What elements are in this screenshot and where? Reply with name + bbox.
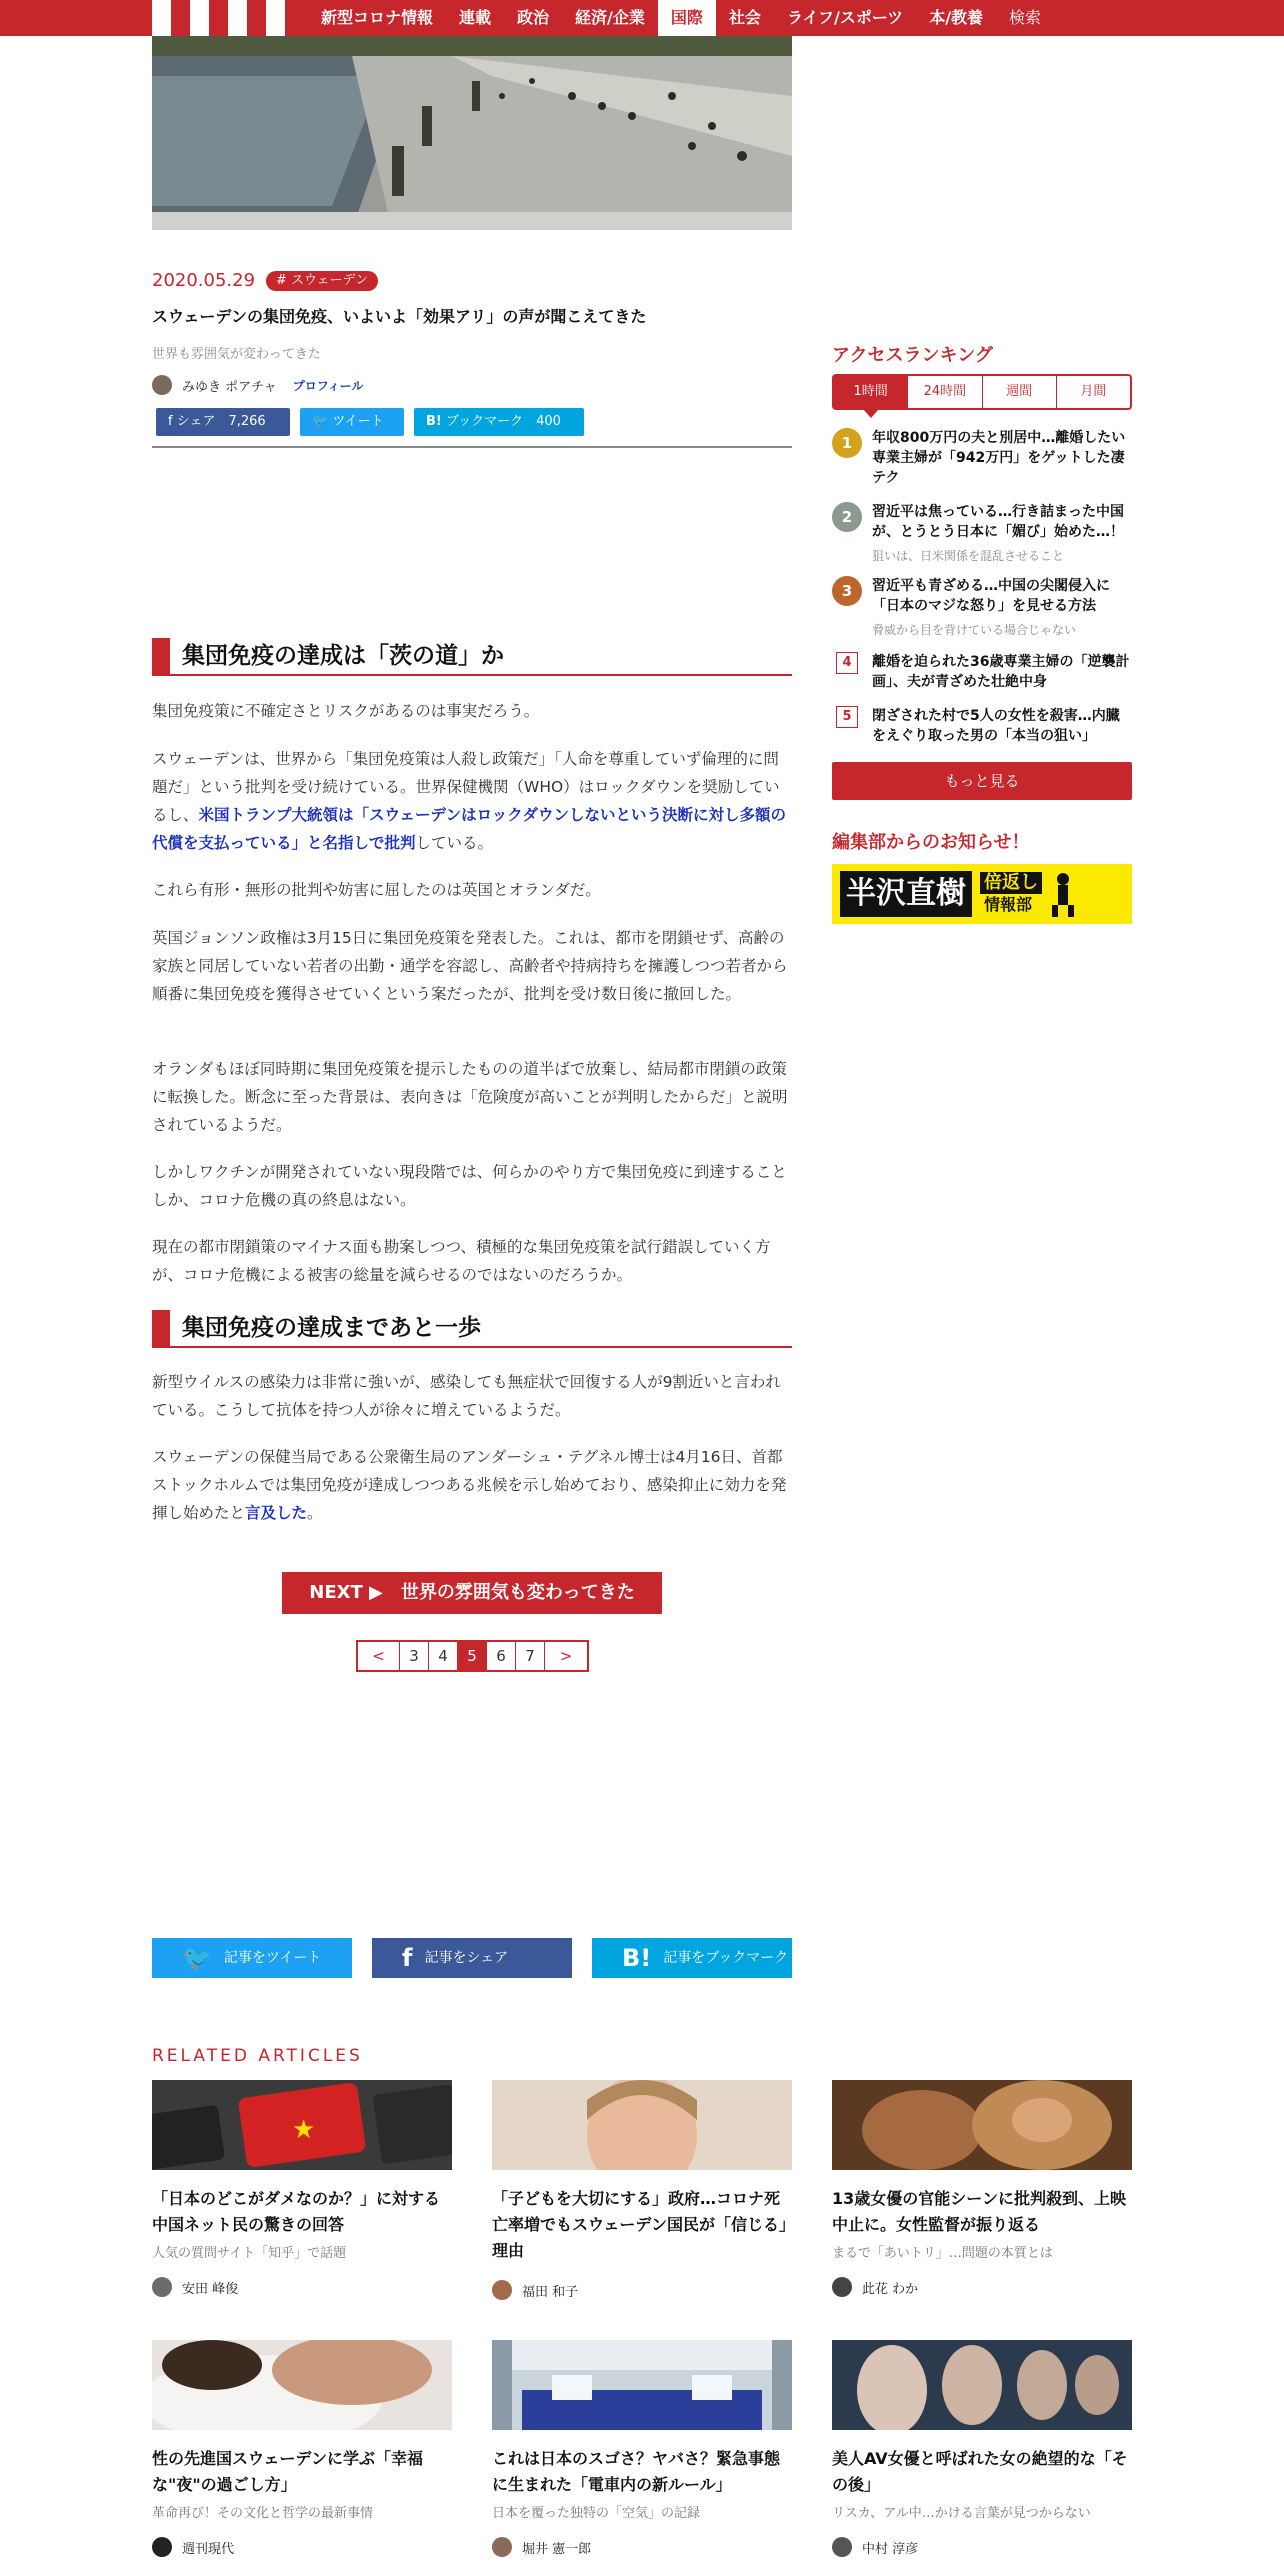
ranking-title-text[interactable]: 習近平も青ざめる…中国の尖閣侵入に「日本のマジな怒り」を見せる方法 bbox=[872, 578, 1110, 614]
ranking-title-text[interactable]: 年収800万円の夫と別居中…離婚したい専業主婦が「942万円」をゲットした凄テク bbox=[872, 430, 1126, 486]
article-tag[interactable]: # スウェーデン bbox=[266, 271, 378, 291]
paragraph-6: しかしワクチンが開発されていない現段階では、何らかのやり方で集団免疫に到達することしか、コロナ危機の真の終息はない。 bbox=[152, 1163, 787, 1209]
ranking-title-text[interactable]: 習近平は焦っている…行き詰まった中国が、とうとう日本に「媚び」始めた…！ bbox=[872, 504, 1124, 540]
tab-24hours[interactable]: 24時間 bbox=[908, 376, 982, 408]
author-avatar bbox=[832, 2537, 852, 2557]
paragraph-2: スウェーデンは、世界から「集団免疫策は人殺し政策だ」「人命を尊重していず倫理的に問題だ」という批判を受け続けている。世界保健機関（WHO）はロックダウンを奨励しているし、米国トランプ大統領は「スウェーデンはロックダウンしないという決断に対し多額の代償を支払っている」と名指しで批判している。 bbox=[152, 750, 786, 852]
related-thumbnail[interactable] bbox=[152, 2340, 452, 2430]
paragraph-9: スウェーデンの保健当局である公衆衛生局のアンダーシュ・テグネル博士は4月16日、首都ストックホルムでは集団免疫が達成しつつある兆候を示し始めており、感染抑止に効力を発揮し始めたと言及した。 bbox=[152, 1448, 787, 1522]
related-thumbnail[interactable] bbox=[832, 2080, 1132, 2170]
related-title[interactable]: これは日本のスゴさ？ヤバさ？緊急事態に生まれた「電車内の新ルール」 bbox=[492, 2449, 781, 2494]
paragraph-7: 現在の都市閉鎖策のマイナス面も勘案しつつ、積極的な集団免疫策を試行錯誤していく方が、コロナ危機による被害の総量を減らせるのではないのだろうか。 bbox=[152, 1238, 771, 1284]
pagination-page-5[interactable]: 5 bbox=[458, 1642, 487, 1670]
related-author: 週刊現代 bbox=[152, 2537, 452, 2557]
rank-badge: 5 bbox=[836, 706, 858, 728]
nav-item-economy[interactable]: 経済/企業 bbox=[575, 8, 645, 27]
twitter-share-button[interactable]: 🐦 ツイート bbox=[300, 408, 404, 436]
pagination-prev[interactable]: < bbox=[358, 1642, 400, 1670]
nav-item-politics[interactable]: 政治 bbox=[517, 8, 550, 27]
related-title[interactable]: 13歳女優の官能シーンに批判殺到、上映中止に。女性監督が振り返る bbox=[832, 2189, 1126, 2234]
tab-monthly[interactable]: 月間 bbox=[1080, 384, 1107, 399]
ranking-tabs bbox=[832, 374, 1132, 410]
pagination-next[interactable]: > bbox=[545, 1642, 587, 1670]
hatena-icon: B! bbox=[622, 1944, 652, 1972]
ranking-subtitle: 脅威から目を背けている場合じゃない bbox=[872, 623, 1077, 637]
twitter-icon: 🐦 bbox=[182, 1944, 212, 1972]
nav-search[interactable]: 検索 bbox=[1009, 8, 1042, 27]
related-title[interactable]: 性の先進国スウェーデンに学ぶ「幸福な"夜"の過ごし方」 bbox=[152, 2449, 424, 2494]
site-logo-stripes[interactable] bbox=[152, 0, 290, 36]
pagination-page-6[interactable]: 6 bbox=[487, 1642, 516, 1670]
related-author: 中村 淳彦 bbox=[832, 2537, 1132, 2557]
facebook-share-button[interactable]: f シェア 7,266 bbox=[156, 408, 290, 436]
related-card[interactable] bbox=[492, 2080, 792, 2300]
paragraph-3: これら有形・無形の批判や妨害に屈したのは英国とオランダだ。 bbox=[152, 881, 601, 899]
hatena-bookmark-button[interactable]: B! ブックマーク 400 bbox=[414, 408, 584, 436]
related-author: 此花 わか bbox=[832, 2277, 1132, 2297]
related-heading: RELATED ARTICLES bbox=[152, 2046, 363, 2066]
hatena-icon: B! bbox=[426, 414, 442, 429]
trump-criticism-link[interactable]: 米国トランプ大統領は「スウェーデンはロックダウンしないという決断に対し多額の代償を支払っている」と名指しで批判 bbox=[152, 806, 786, 852]
rank-badge: 2 bbox=[832, 502, 862, 532]
nav-item-corona[interactable]: 新型コロナ情報 bbox=[321, 8, 434, 27]
notice-title: 編集部からのお知らせ！ bbox=[832, 832, 1030, 853]
related-card[interactable] bbox=[832, 2340, 1132, 2557]
ranking-item[interactable] bbox=[832, 576, 1132, 640]
ranking-more-button[interactable]: もっと見る bbox=[832, 762, 1132, 800]
nav-item-international[interactable]: 国際 bbox=[658, 0, 716, 36]
section-heading-2: 集団免疫の達成まであと一歩 bbox=[152, 1310, 792, 1348]
nav-items bbox=[308, 0, 1054, 36]
footer-hatena-button[interactable]: B! 記事をブックマーク bbox=[592, 1938, 792, 1978]
author-avatar bbox=[152, 2537, 172, 2557]
related-title[interactable]: 美人AV女優と呼ばれた女の絶望的な「その後」 bbox=[832, 2449, 1128, 2494]
hero-image bbox=[152, 36, 792, 230]
svg-text:★: ★ bbox=[292, 2115, 316, 2145]
hanzawa-banner[interactable] bbox=[832, 864, 1132, 924]
related-thumbnail[interactable] bbox=[492, 2080, 792, 2170]
ranking-item[interactable] bbox=[832, 706, 1132, 746]
header-divider bbox=[152, 446, 792, 448]
article-date: 2020.05.29 bbox=[152, 270, 256, 291]
related-card[interactable] bbox=[492, 2340, 792, 2557]
share-row bbox=[156, 408, 594, 436]
related-thumbnail[interactable] bbox=[832, 2340, 1132, 2430]
banner-figure-icon bbox=[1048, 869, 1078, 919]
author-row bbox=[152, 375, 364, 395]
banner-main-text: 半沢直樹 bbox=[840, 871, 972, 917]
rank-badge: 4 bbox=[836, 652, 858, 674]
ranking-title-text[interactable]: 閉ざされた村で5人の女性を殺害…内臓をえぐり取った男の「本当の狙い」 bbox=[872, 708, 1120, 744]
nav-item-series[interactable]: 連載 bbox=[459, 8, 492, 27]
related-card[interactable] bbox=[152, 2080, 452, 2297]
tab-1hour[interactable]: 1時間 bbox=[834, 376, 908, 408]
tab-weekly[interactable]: 週間 bbox=[983, 376, 1057, 408]
related-author: 安田 峰俊 bbox=[152, 2277, 452, 2297]
related-subtitle: まるで「あいトリ」…問題の本質とは bbox=[832, 2246, 1053, 2261]
rank-badge: 1 bbox=[832, 428, 862, 458]
footer-facebook-button[interactable]: f 記事をシェア bbox=[372, 1938, 572, 1978]
author-avatar bbox=[492, 2537, 512, 2557]
banner-sub-2: 情報部 bbox=[984, 895, 1033, 914]
author-name[interactable]: みゆき ポアチャ bbox=[182, 379, 277, 395]
related-thumbnail[interactable] bbox=[152, 2080, 452, 2170]
paragraph-4: 英国ジョンソン政権は3月15日に集団免疫策を発表した。これは、都市を閉鎖せず、高齢の家族と同居していない若者の出勤・通学を容認し、高齢者や持病持ちを擁護しつつ若者から順番に集団免疫を獲得させていくという案だったが、批判を受け数日後に撤回した。 bbox=[152, 929, 788, 1003]
ranking-subtitle: 狙いは、日米関係を混乱させること bbox=[872, 549, 1065, 563]
next-page-button[interactable]: NEXT ▶ 世界の雰囲気も変わってきた bbox=[282, 1572, 662, 1614]
related-card[interactable] bbox=[152, 2340, 452, 2557]
facebook-icon: f bbox=[402, 1944, 413, 1972]
author-avatar bbox=[152, 2277, 172, 2297]
twitter-icon: 🐦 bbox=[312, 414, 333, 429]
related-author: 堀井 憲一郎 bbox=[492, 2537, 792, 2557]
paragraph-1: 集団免疫策に不確定さとリスクがあるのは事実だろう。 bbox=[152, 702, 540, 720]
pagination-page-4[interactable]: 4 bbox=[429, 1642, 458, 1670]
related-subtitle: リスカ、アル中…かける言葉が見つからない bbox=[832, 2506, 1091, 2521]
related-thumbnail[interactable] bbox=[492, 2340, 792, 2430]
ranking-title: アクセスランキング bbox=[832, 345, 993, 366]
related-author: 福田 和子 bbox=[492, 2280, 792, 2300]
banner-sub-1: 倍返し bbox=[980, 872, 1042, 894]
pagination-page-3[interactable]: 3 bbox=[400, 1642, 429, 1670]
ranking-item[interactable] bbox=[832, 652, 1132, 692]
profile-link[interactable]: プロフィール bbox=[292, 378, 364, 393]
paragraph-5: オランダもほぼ同時期に集団免疫策を提示したものの道半ばで放棄し、結局都市閉鎖の政策に転換した。断念に至った背景は、表向きは「危険度が高いことが判明したからだ」と説明されているようだ。 bbox=[152, 1060, 788, 1134]
author-avatar bbox=[832, 2277, 852, 2297]
pagination bbox=[356, 1640, 589, 1672]
ranking-item[interactable] bbox=[832, 428, 1132, 488]
author-avatar bbox=[492, 2280, 512, 2300]
section-heading-1: 集団免疫の達成は「茨の道」か bbox=[152, 638, 792, 676]
nav-item-society[interactable]: 社会 bbox=[728, 8, 761, 27]
article-title: スウェーデンの集団免疫、いよいよ「効果アリ」の声が聞こえてきた bbox=[152, 307, 647, 326]
ranking-title-text[interactable]: 離婚を迫られた36歳専業主婦の「逆襲計画」、夫が青ざめた壮絶中身 bbox=[872, 654, 1130, 690]
paragraph-8: 新型ウイルスの感染力は非常に強いが、感染しても無症状で回復する人が9割近いと言われている。こうして抗体を持つ人が徐々に増えているようだ。 bbox=[152, 1373, 781, 1419]
pagination-page-7[interactable]: 7 bbox=[516, 1642, 545, 1670]
author-avatar[interactable] bbox=[152, 375, 172, 395]
related-title[interactable]: 「日本のどこがダメなのか？」に対する中国ネット民の驚きの回答 bbox=[152, 2189, 441, 2234]
rank-badge: 3 bbox=[832, 576, 862, 606]
related-card[interactable] bbox=[832, 2080, 1132, 2297]
ranking-item[interactable] bbox=[832, 502, 1132, 566]
related-title[interactable]: 「子どもを大切にする」政府…コロナ死亡率増でもスウェーデン国民が「信じる」理由 bbox=[492, 2189, 788, 2260]
related-subtitle: 人気の質問サイト「知乎」で話題 bbox=[152, 2246, 347, 2261]
article-subtitle: 世界も雰囲気が変わってきた bbox=[152, 347, 321, 362]
nav-item-life-sports[interactable]: ライフ/スポーツ bbox=[786, 8, 904, 27]
facebook-icon: f bbox=[168, 414, 177, 429]
top-nav bbox=[0, 0, 1284, 36]
related-subtitle: 革命再び！その文化と哲学の最新事情 bbox=[152, 2506, 374, 2521]
nav-item-books[interactable]: 本/教養 bbox=[929, 8, 984, 27]
mention-link[interactable]: 言及した bbox=[245, 1504, 308, 1522]
footer-tweet-button[interactable]: 🐦 記事をツイート bbox=[152, 1938, 352, 1978]
related-subtitle: 日本を覆った独特の「空気」の記録 bbox=[492, 2506, 701, 2521]
